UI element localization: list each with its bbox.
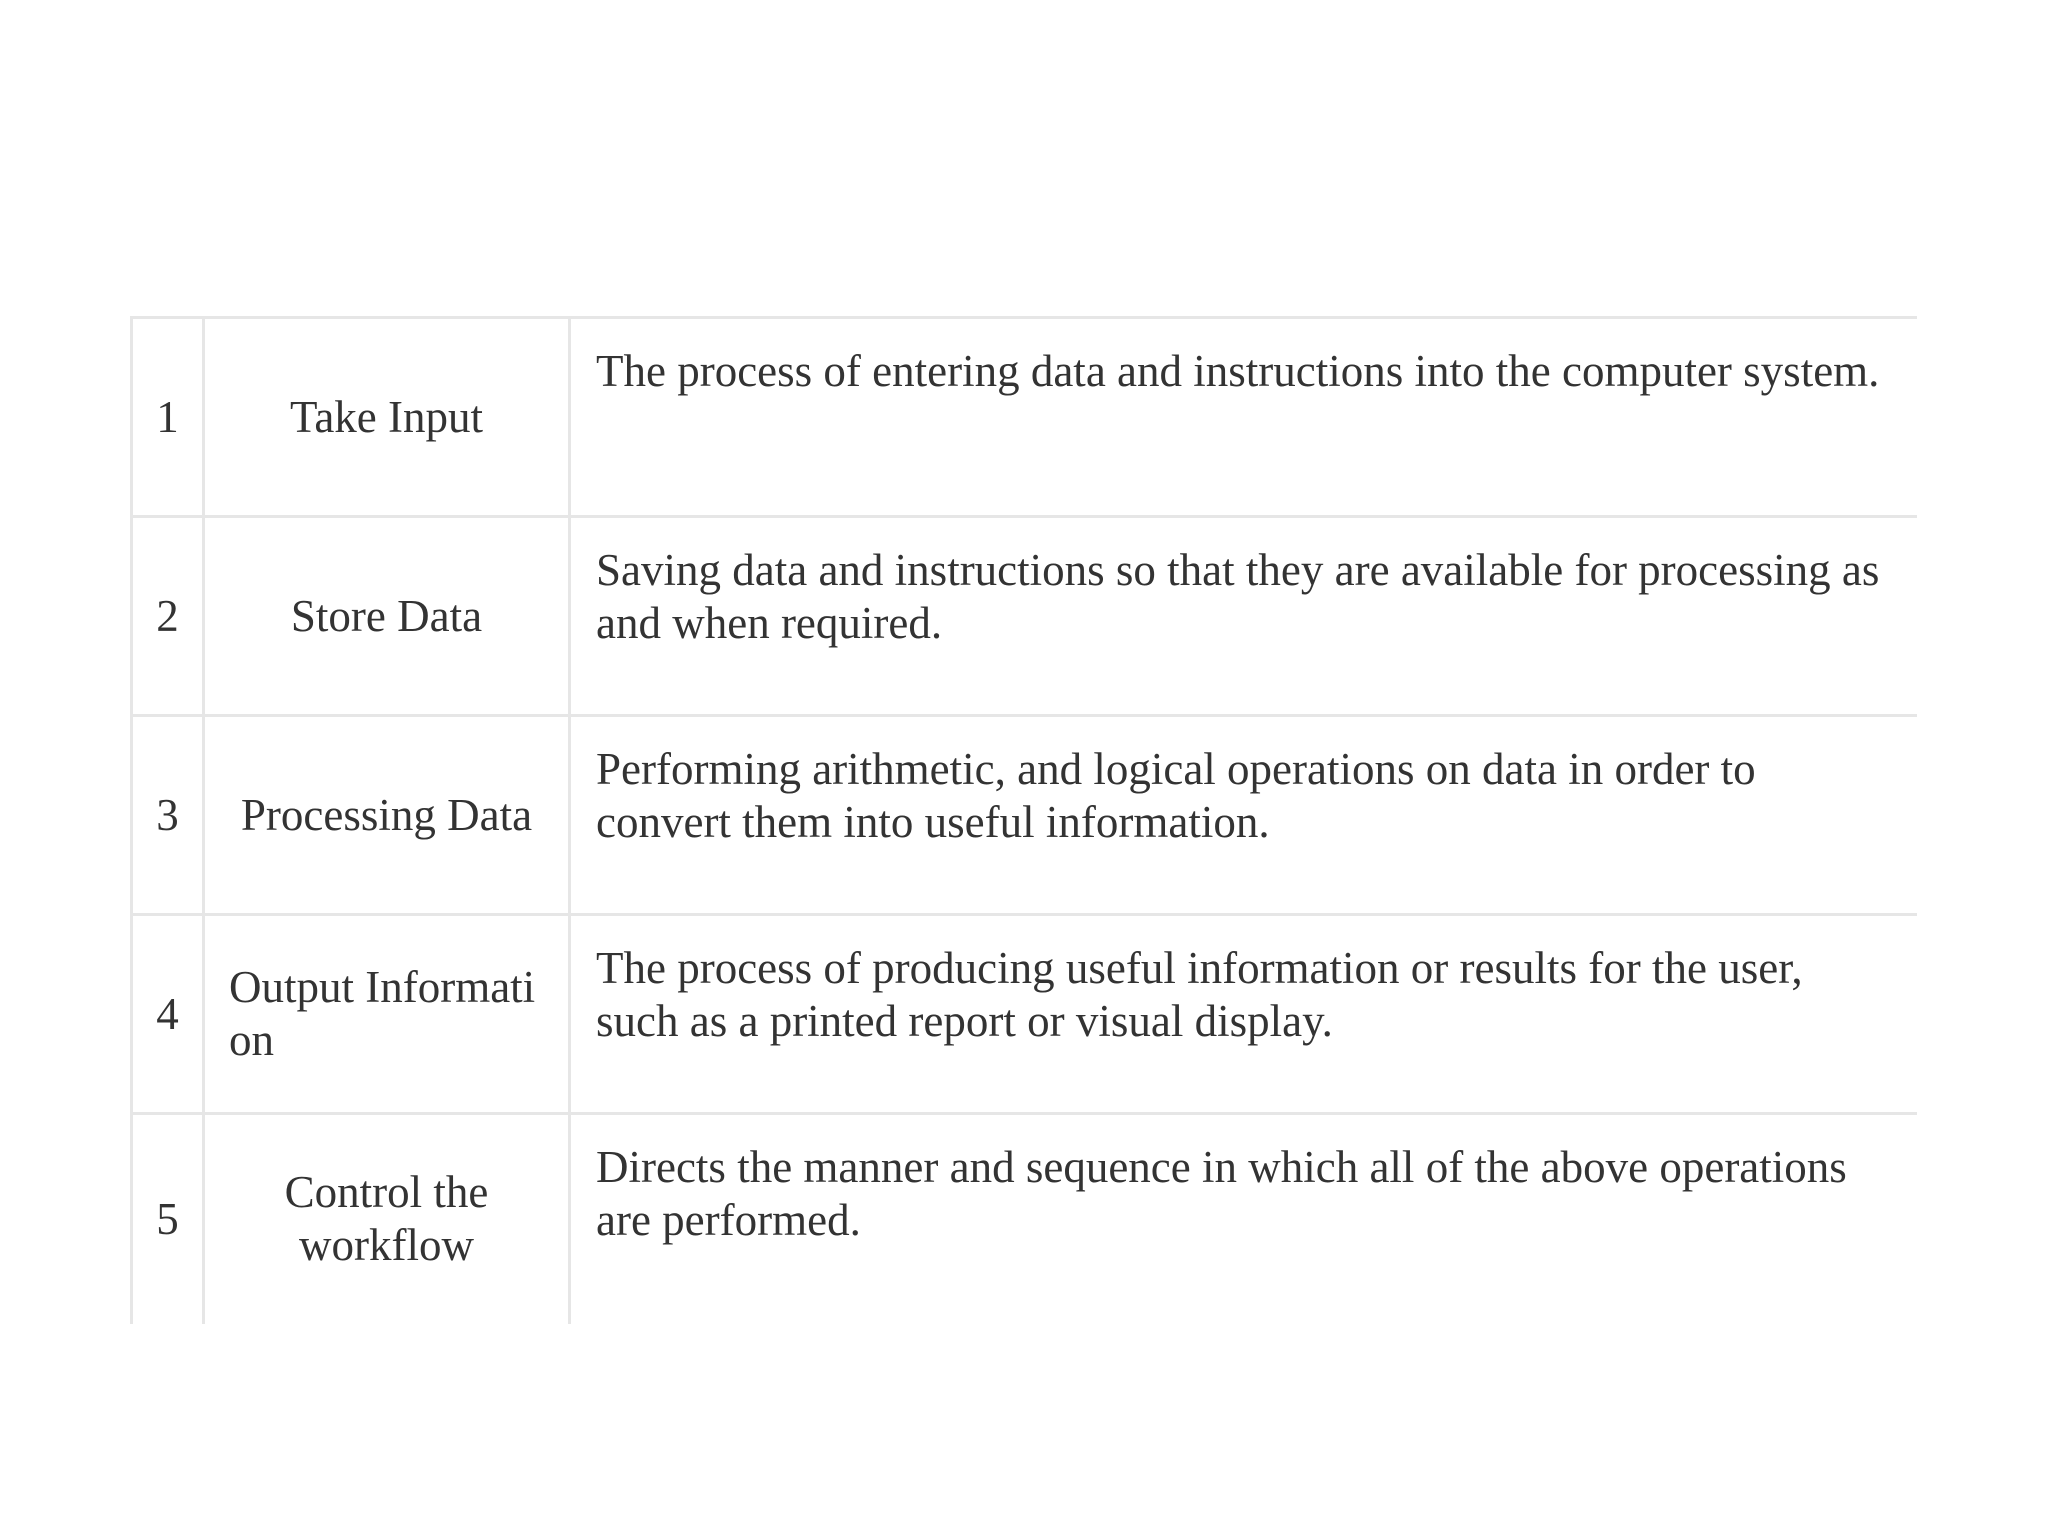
table-container <box>130 316 1917 1341</box>
function-name-text: Output Information <box>229 962 536 1065</box>
function-name-cell <box>204 915 570 1114</box>
function-name-cell: Take Input <box>204 318 570 517</box>
row-number-cell: 2 <box>132 517 204 716</box>
function-name-cell: Control the workflow <box>204 1114 570 1324</box>
description-cell: Saving data and instructions so that they are available for processing as and when required. <box>570 517 1918 716</box>
table-row <box>132 915 1918 1114</box>
function-name-cell: Processing Data <box>204 716 570 915</box>
description-cell: Directs the manner and sequence in which all of the above operations are performed. <box>570 1114 1918 1324</box>
function-name-cell: Store Data <box>204 517 570 716</box>
description-cell: The process of producing useful information or results for the user, such as a printed report or visual display. <box>570 915 1918 1114</box>
computer-functions-table <box>130 316 1917 1324</box>
row-number-cell: 3 <box>132 716 204 915</box>
row-number-cell: 5 <box>132 1114 204 1324</box>
row-number-cell: 1 <box>132 318 204 517</box>
table-row <box>132 318 1918 517</box>
table-row <box>132 716 1918 915</box>
description-cell: Performing arithmetic, and logical operations on data in order to convert them into useful information. <box>570 716 1918 915</box>
table-row <box>132 517 1918 716</box>
description-cell: The process of entering data and instructions into the computer system. <box>570 318 1918 517</box>
row-number-cell: 4 <box>132 915 204 1114</box>
table-row <box>132 1114 1918 1324</box>
